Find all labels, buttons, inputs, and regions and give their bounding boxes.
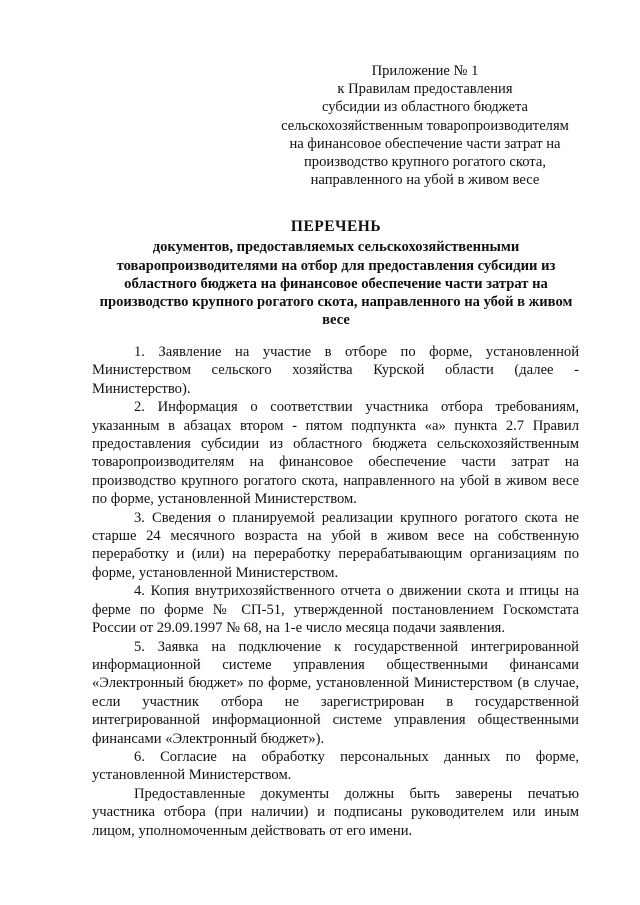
appendix-line: на финансовое обеспечение части затрат на (289, 135, 561, 152)
list-item: 4. Копия внутрихозяйственного отчета о движении скота и птицы на ферме по форме № СП-51, утвержденной постановлением Госкомстата России от 29.09.1997 № 68, на 1-е число месяца подачи заявления. (92, 583, 579, 637)
appendix-line: сельскохозяйственным товаропроизводителям (281, 117, 569, 134)
list-item: 3. Сведения о планируемой реализации крупного рогатого скота не старше 24 месячного возраста на убой в живом весе на собственную переработку и (или) на переработку перерабатывающим организациям по форме, установленной Министерством. (92, 509, 579, 581)
appendix-line: направленного на убой в живом весе (310, 172, 540, 189)
document-subtitle: документов, предоставляемых сельскохозяйственными товаропроизводителями на отбор для предоставления субсидии из областного бюджета на финансовое обеспечение части затрат на производство крупного рогатого скота, направленного на убой в живом весе (99, 239, 573, 329)
appendix-line: субсидии из областного бюджета (321, 99, 529, 116)
appendix-line: Приложение № 1 (371, 63, 479, 79)
list-item: 1. Заявление на участие в отборе по форме, установленной Министерством сельского хозяйства Курской области (далее - Министерство). (92, 344, 579, 397)
document-heading (86, 218, 586, 330)
document-body (92, 343, 579, 840)
document-title: ПЕРЕЧЕНЬ (290, 218, 382, 235)
appendix-line: к Правилам предоставления (337, 81, 513, 98)
list-item: 6. Согласие на обработку персональных данных по форме, установленной Министерством. (92, 748, 579, 784)
closing-paragraph: Предоставленные документы должны быть заверены печатью участника отбора (при наличии) и подписаны руководителем или иным лицом, уполномоченным действовать от его имени. (92, 785, 579, 839)
list-item: 5. Заявка на подключение к государственной интегрированной информационной системе управления общественными финансами «Электронный бюджет» по форме, установленной Министерством (в случае, если участник отбора не зарегистрирован в государственной интегрированной информационной системе управления общественными финансами «Электронный бюджет»). (92, 638, 579, 747)
list-item: 2. Информация о соответствии участника отбора требованиям, указанным в абзацах втором - пятом подпункта «а» пункта 2.7 Правил предоставления субсидии из областного бюджета сельскохозяйственным товаропроизводителям на финансовое обеспечение части затрат на производство крупного рогатого скота, направленного на убой в живом весе по форме, установленной Министерством. (92, 399, 579, 508)
appendix-note (250, 62, 600, 189)
appendix-line: производство крупного рогатого скота, (304, 154, 546, 171)
